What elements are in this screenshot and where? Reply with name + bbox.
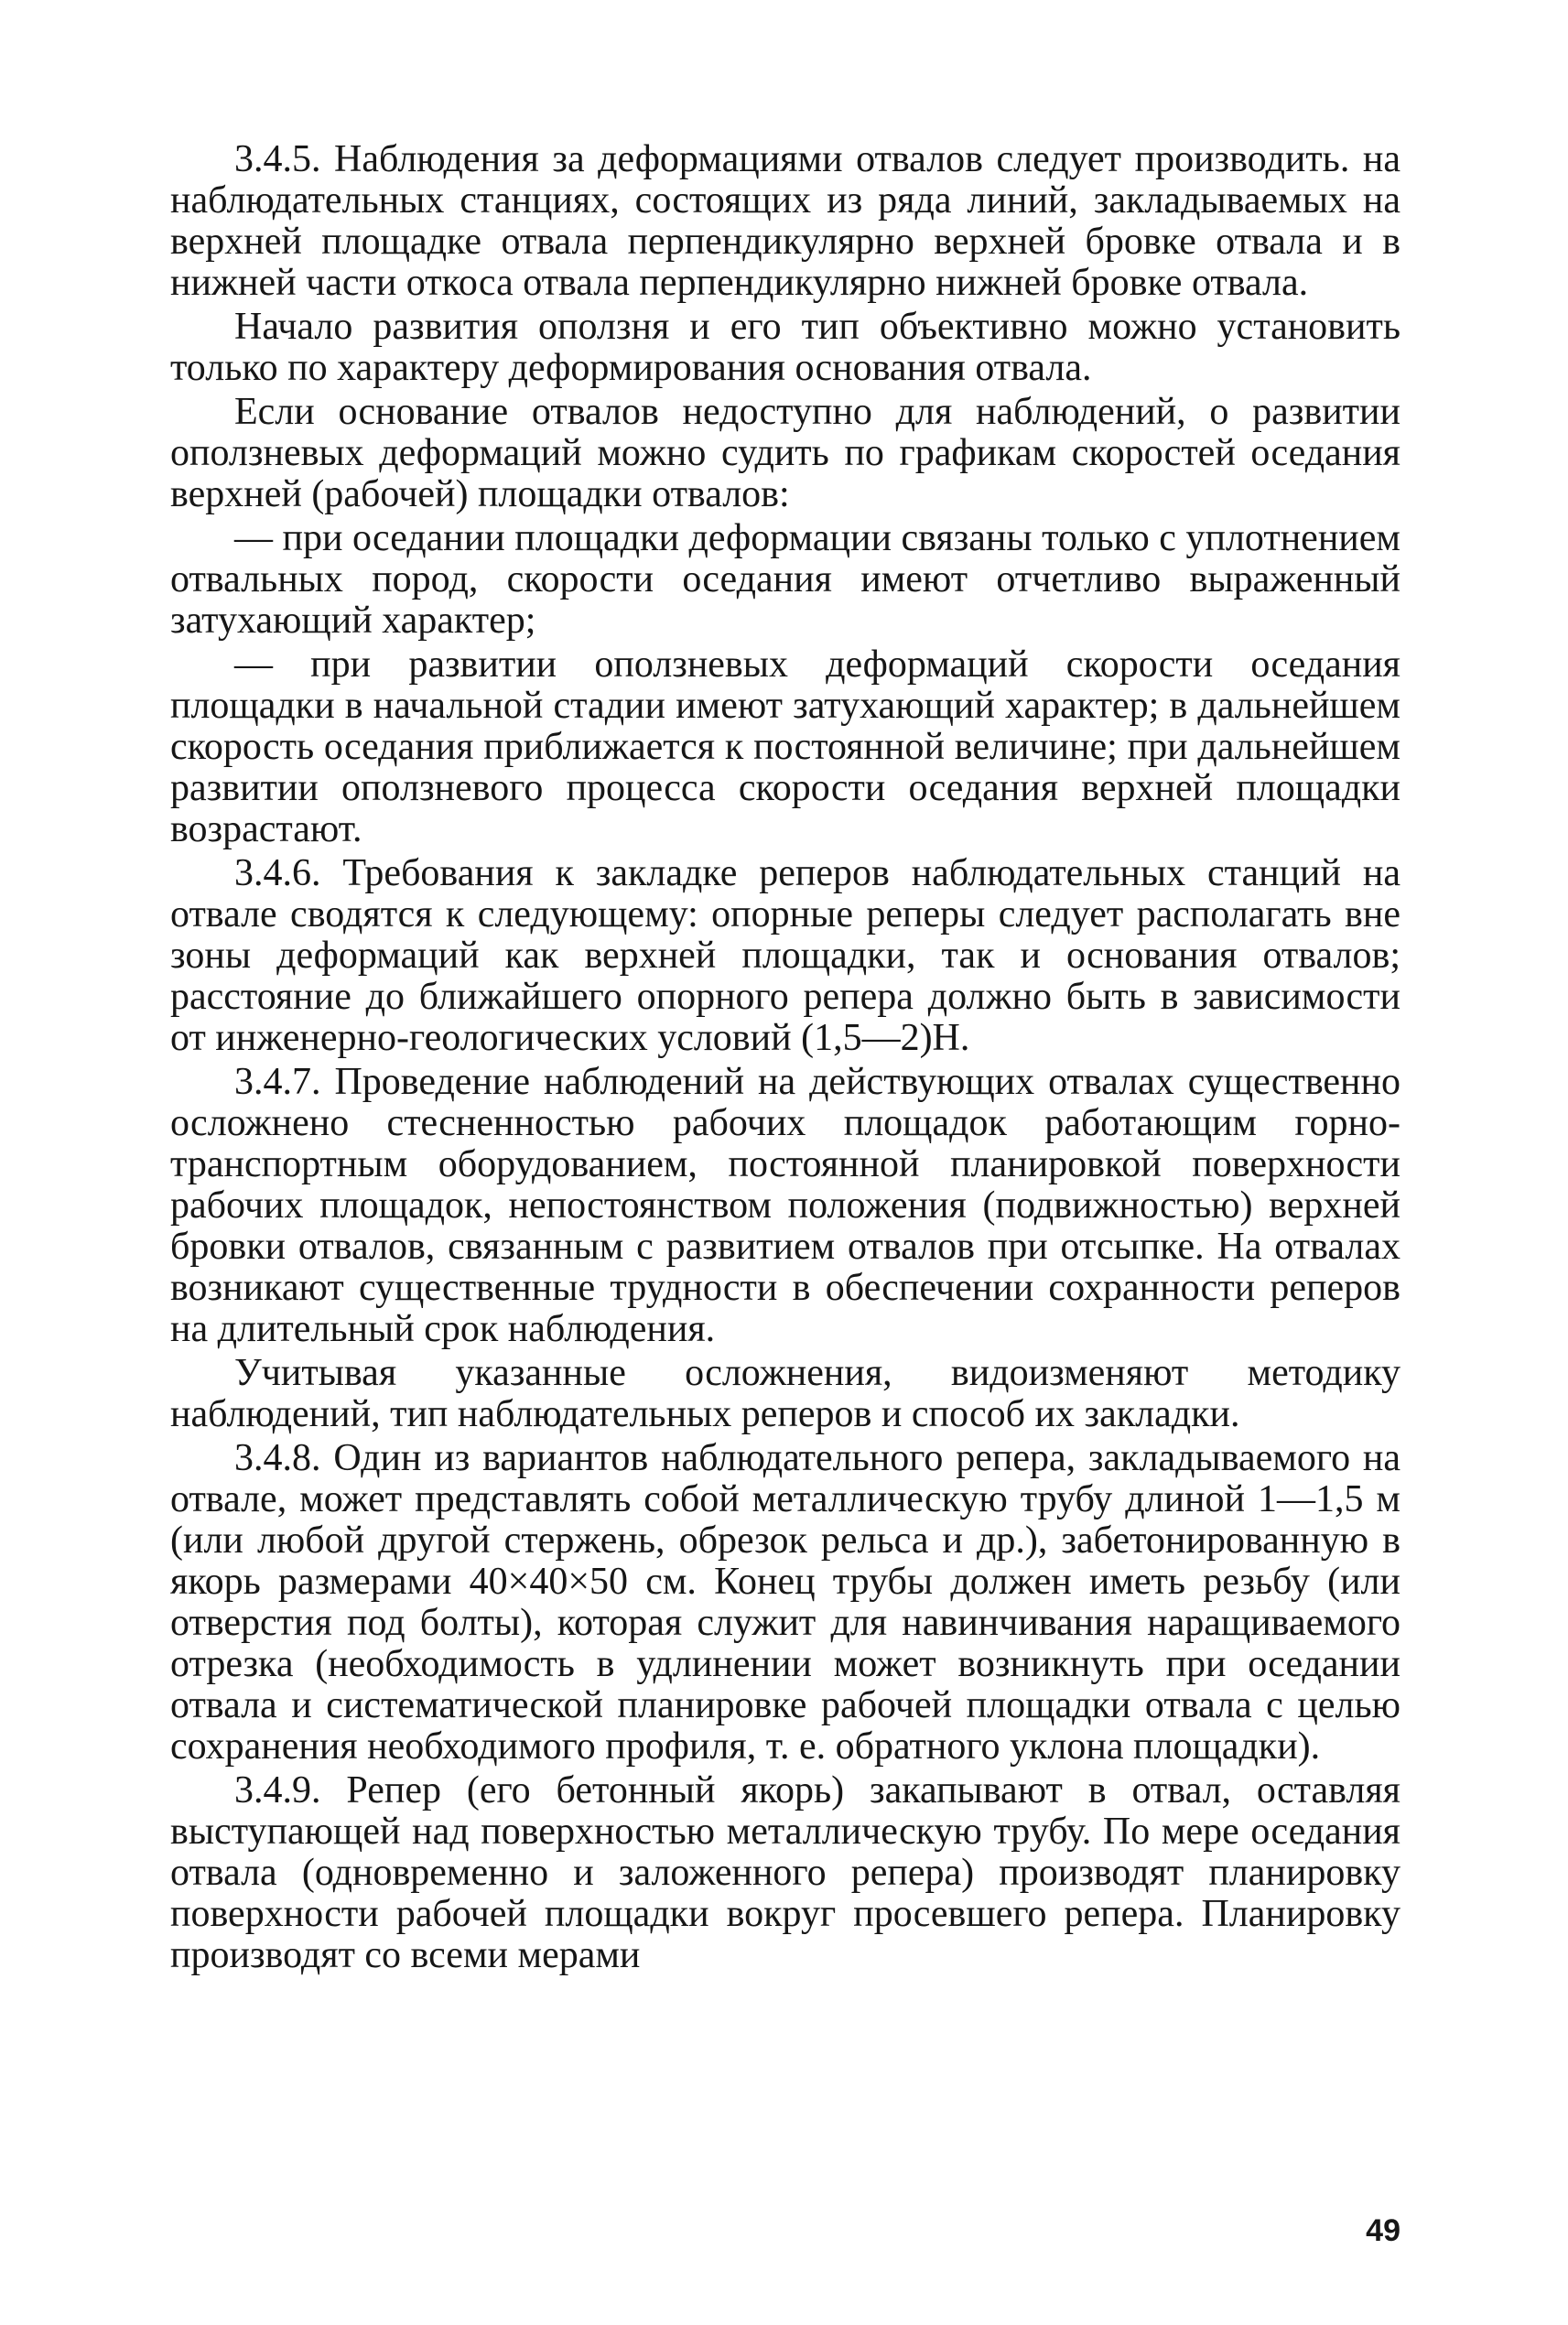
paragraph-3-4-9: 3.4.9. Репер (его бетонный якорь) закапывают в отвал, оставляя выступающей над поверхностью металлическую трубу. По мере оседания отвала (одновременно и заложенного репера) производят планировку поверхности рабочей площадки вокруг просевшего репера. Планировку производят со всеми мерами [170, 1769, 1400, 1976]
page-body [170, 139, 1400, 1976]
paragraph-base-inaccessible: Если основание отвалов недоступно для наблюдений, о развитии оползневых деформаций можно судить по графикам скоростей оседания верхней (рабочей) площадки отвалов: [170, 391, 1400, 515]
paragraph-landslide-start: Начало развития оползня и его тип объективно можно установить только по характеру деформирования основания отвала. [170, 306, 1400, 389]
list-item-compaction: — при оседании площадки деформации связаны только с уплотнением отвальных пород, скорости оседания имеют отчетливо выраженный затухающий характер; [170, 517, 1400, 642]
paragraph-complications: Учитывая указанные осложнения, видоизменяют методику наблюдений, тип наблюдательных реперов и способ их закладки. [170, 1352, 1400, 1435]
list-item-landslide-deformation: — при развитии оползневых деформаций скорости оседания площадки в начальной стадии имеют затухающий характер; в дальнейшем скорость оседания приближается к постоянной величине; при дальнейшем развитии оползневого процесса скорости оседания верхней площадки возрастают. [170, 643, 1400, 850]
paragraph-3-4-5: 3.4.5. Наблюдения за деформациями отвалов следует производить. на наблюдательных станциях, состоящих из ряда линий, закладываемых на верхней площадке отвала перпендикулярно верхней бровке отвала и в нижней части откоса отвала перпендикулярно нижней бровке отвала. [170, 138, 1400, 304]
page-number: 49 [1366, 2213, 1400, 2248]
paragraph-3-4-6: 3.4.6. Требования к закладке реперов наблюдательных станций на отвале сводятся к следующему: опорные реперы следует располагать вне зоны деформаций как верхней площадки, так и основания отвалов; расстояние до ближайшего опорного репера должно быть в зависимости от инженерно-геологических условий (1,5—2)Н. [170, 852, 1400, 1059]
paragraph-3-4-7: 3.4.7. Проведение наблюдений на действующих отвалах существенно осложнено стесненностью рабочих площадок работающим горно-транспортным оборудованием, постоянной планировкой поверхности рабочих площадок, непостоянством положения (подвижностью) верхней бровки отвалов, связанным с развитием отвалов при отсыпке. На отвалах возникают существенные трудности в обеспечении сохранности реперов на длительный срок наблюдения. [170, 1061, 1400, 1350]
paragraph-3-4-8: 3.4.8. Один из вариантов наблюдательного репера, закладываемого на отвале, может представлять собой металлическую трубу длиной 1—1,5 м (или любой другой стержень, обрезок рельса и др.), забетонированную в якорь размерами 40×40×50 см. Конец трубы должен иметь резьбу (или отверстия под болты), которая служит для навинчивания наращиваемого отрезка (необходимость в удлинении может возникнуть при оседании отвала и систематической планировке рабочей площадки отвала с целью сохранения необходимого профиля, т. е. обратного уклона площадки). [170, 1437, 1400, 1768]
